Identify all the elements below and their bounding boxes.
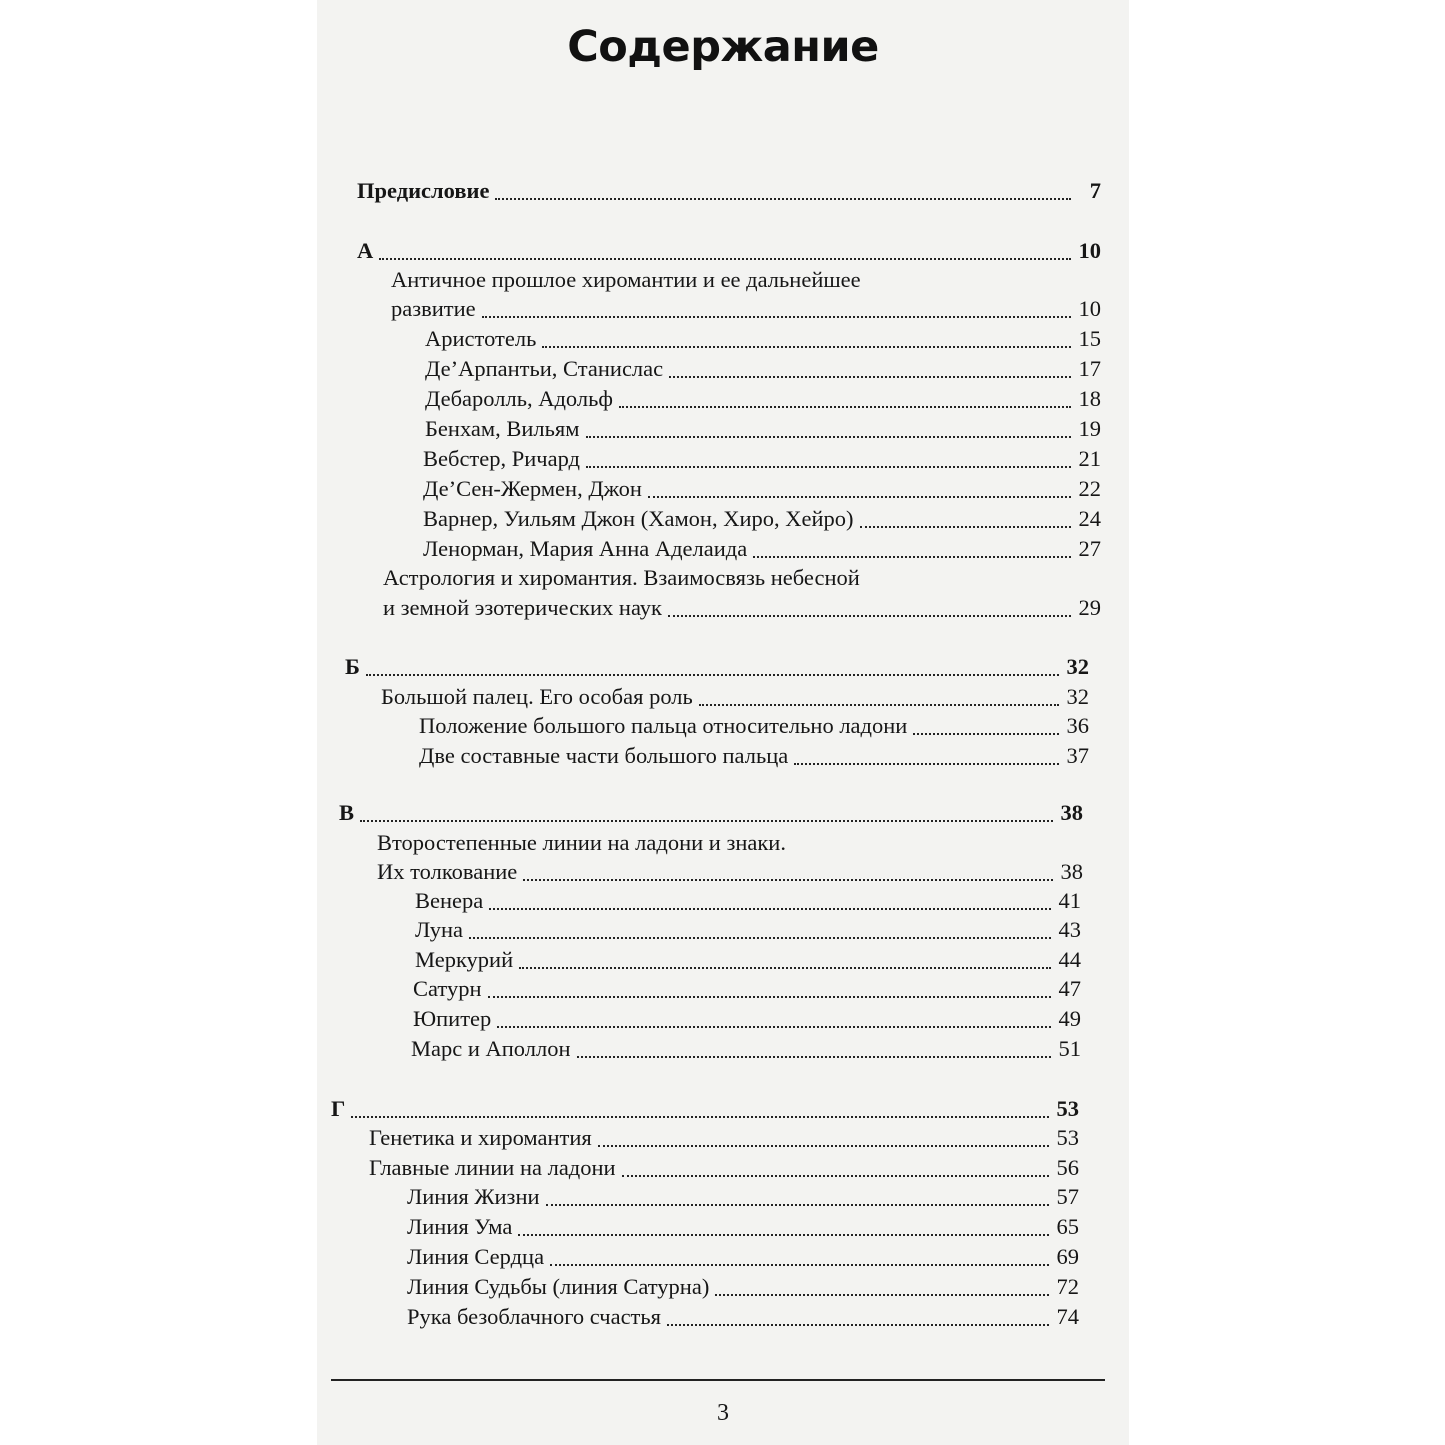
section-letter: Б: [345, 654, 360, 679]
toc-entry-label: Дебаролль, Адольф: [425, 386, 613, 411]
toc-entry-label: Ленорман, Мария Анна Аделаида: [423, 536, 748, 561]
toc-entry-venus[interactable]: [415, 886, 1081, 916]
toc-page-number: 56: [1056, 1155, 1079, 1180]
toc-entry-label: Венера: [415, 888, 484, 913]
toc-entry-happy-hand[interactable]: [407, 1302, 1079, 1332]
toc-page-number: 53: [1056, 1125, 1079, 1150]
toc-page-number: 18: [1078, 386, 1101, 411]
leader-dots: [469, 937, 1051, 939]
toc-section-b[interactable]: [345, 652, 1089, 682]
toc-entry-label: развитие: [391, 296, 476, 321]
toc-page-number: 36: [1066, 713, 1089, 738]
toc-page-number: 57: [1056, 1184, 1079, 1209]
toc-entry-genetics[interactable]: [369, 1123, 1079, 1153]
toc-page-number: 7: [1089, 178, 1101, 203]
toc-entry-label: Сатурн: [413, 976, 482, 1001]
section-letter: А: [357, 238, 374, 263]
leader-dots: [518, 1234, 1049, 1236]
toc-entry-thumb-parts[interactable]: [419, 741, 1089, 771]
leader-dots: [489, 908, 1051, 910]
toc-entry-head-line[interactable]: [407, 1212, 1079, 1242]
toc-entry-label: Большой палец. Его особая роль: [381, 684, 693, 709]
toc-entry-heart-line[interactable]: [407, 1242, 1079, 1272]
leader-dots: [699, 704, 1059, 706]
toc-entry-label: Предисловие: [357, 178, 490, 203]
toc-entry-life-line[interactable]: [407, 1182, 1079, 1212]
toc-entry-warner[interactable]: [423, 504, 1101, 534]
toc-page-number: 15: [1078, 326, 1101, 351]
leader-dots: [550, 1264, 1049, 1266]
toc-page-number: 69: [1056, 1244, 1079, 1269]
toc-entry-label: и земной эзотерических наук: [383, 595, 662, 620]
toc-entry-astrology[interactable]: [383, 593, 1101, 623]
leader-dots: [753, 556, 1071, 558]
leader-dots: [577, 1056, 1051, 1058]
page-number: 3: [717, 1400, 729, 1426]
page-title: Содержание: [567, 22, 879, 72]
leader-dots: [351, 1116, 1049, 1118]
toc-page-number: 37: [1066, 743, 1089, 768]
toc-entry-moon[interactable]: [415, 915, 1081, 945]
toc-entry-label: Линия Жизни: [407, 1184, 540, 1209]
leader-dots: [523, 879, 1053, 881]
leader-dots: [669, 376, 1071, 378]
toc-entry-secondary[interactable]: [377, 857, 1083, 887]
toc-entry-jupiter[interactable]: [413, 1004, 1081, 1034]
toc-entry-label: Варнер, Уильям Джон (Хамон, Хиро, Хейро): [423, 506, 854, 531]
leader-dots: [488, 996, 1052, 998]
leader-dots: [586, 466, 1071, 468]
toc-entry-thumb[interactable]: [381, 682, 1089, 712]
toc-entry-label: Главные линии на ладони: [369, 1155, 616, 1180]
toc-entry-label: Аристотель: [425, 326, 537, 351]
toc-entry-mars-apollo[interactable]: [411, 1034, 1081, 1064]
toc-section-a[interactable]: [357, 236, 1101, 266]
leader-dots: [495, 198, 1071, 200]
toc-entry-label: Линия Ума: [407, 1214, 513, 1239]
leader-dots: [648, 496, 1071, 498]
toc-entry-main-lines[interactable]: [369, 1153, 1079, 1183]
leader-dots: [586, 436, 1071, 438]
toc-entry-label: Линия Сердца: [407, 1244, 545, 1269]
toc-entry-fate-line[interactable]: [407, 1272, 1079, 1302]
toc-entry-benham[interactable]: [425, 414, 1101, 444]
leader-dots: [519, 967, 1051, 969]
toc-entry-mercury[interactable]: [415, 945, 1081, 975]
section-letter: В: [339, 800, 355, 825]
leader-dots: [794, 763, 1059, 765]
toc-section-g[interactable]: [331, 1094, 1079, 1124]
toc-page-number: 10: [1078, 238, 1101, 263]
toc-entry-saint-germain[interactable]: [423, 474, 1101, 504]
toc-entry-webster[interactable]: [423, 444, 1101, 474]
toc-page-number: 21: [1078, 446, 1101, 471]
toc-entry-astro-line1[interactable]: Астрология и хиромантия. Взаимосвязь небесной: [383, 565, 860, 590]
toc-entry-saturn[interactable]: [413, 974, 1081, 1004]
leader-dots: [542, 346, 1071, 348]
toc-entry-label: Марс и Аполлон: [411, 1036, 571, 1061]
book-page: [317, 0, 1129, 1445]
leader-dots: [379, 258, 1071, 260]
toc-page-number: 49: [1058, 1006, 1081, 1031]
leader-dots: [366, 674, 1059, 676]
toc-page-number: 32: [1066, 654, 1089, 679]
toc-entry-label: Меркурий: [415, 947, 514, 972]
toc-entry-thumb-position[interactable]: [419, 711, 1089, 741]
leader-dots: [598, 1145, 1049, 1147]
toc-page-number: 10: [1078, 296, 1101, 321]
toc-page-number: 19: [1078, 416, 1101, 441]
toc-page-number: 47: [1058, 976, 1081, 1001]
toc-entry-lenormand[interactable]: [423, 534, 1101, 564]
leader-dots: [668, 615, 1071, 617]
toc-page-number: 38: [1060, 859, 1083, 884]
leader-dots: [622, 1175, 1049, 1177]
toc-entry-label: Линия Судьбы (линия Сатурна): [407, 1274, 710, 1299]
toc-page-number: 53: [1056, 1096, 1079, 1121]
leader-dots: [482, 316, 1071, 318]
toc-page-number: 24: [1078, 506, 1101, 531]
toc-entry-aristotle[interactable]: [425, 324, 1101, 354]
toc-entry-antique[interactable]: [391, 294, 1101, 324]
leader-dots: [913, 733, 1059, 735]
toc-page-number: 44: [1058, 947, 1081, 972]
toc-entry-label: Две составные части большого пальца: [419, 743, 789, 768]
toc-entry-label: Положение большого пальца относительно ладони: [419, 713, 908, 738]
footer-rule: [331, 1379, 1105, 1381]
toc-entry-label: Вебстер, Ричард: [423, 446, 581, 471]
toc-page-number: 41: [1058, 888, 1081, 913]
leader-dots: [497, 1026, 1051, 1028]
toc-entry-debarolle[interactable]: [425, 384, 1101, 414]
toc-page-number: 29: [1078, 595, 1101, 620]
toc-page-number: 43: [1058, 917, 1081, 942]
leader-dots: [667, 1324, 1049, 1326]
toc-page-number: 65: [1056, 1214, 1079, 1239]
toc-entry-preface[interactable]: [357, 176, 1101, 206]
section-letter: Г: [331, 1096, 346, 1121]
leader-dots: [546, 1204, 1049, 1206]
toc-entry-arpantie[interactable]: [425, 354, 1101, 384]
leader-dots: [860, 526, 1071, 528]
toc-entry-secondary-line1[interactable]: Второстепенные линии на ладони и знаки.: [377, 830, 786, 855]
toc-entry-label: Бенхам, Вильям: [425, 416, 580, 441]
leader-dots: [715, 1294, 1049, 1296]
toc-entry-label: Юпитер: [413, 1006, 492, 1031]
toc-page-number: 27: [1078, 536, 1101, 561]
toc-entry-label: Рука безоблачного счастья: [407, 1304, 662, 1329]
toc-page-number: 22: [1078, 476, 1101, 501]
toc-entry-label: Де’Сен-Жермен, Джон: [423, 476, 642, 501]
toc-entry-label: Генетика и хиромантия: [369, 1125, 592, 1150]
leader-dots: [619, 406, 1071, 408]
toc-page-number: 17: [1078, 356, 1101, 381]
toc-entry-antique-line1[interactable]: Античное прошлое хиромантии и ее дальнейшее: [391, 267, 861, 292]
toc-entry-label: Их толкование: [377, 859, 518, 884]
leader-dots: [360, 820, 1053, 822]
table-of-contents: [317, 0, 1129, 1445]
toc-page-number: 74: [1056, 1304, 1079, 1329]
toc-page-number: 72: [1056, 1274, 1079, 1299]
toc-page-number: 32: [1066, 684, 1089, 709]
toc-page-number: 51: [1058, 1036, 1081, 1061]
toc-section-v[interactable]: [339, 798, 1083, 828]
toc-page-number: 38: [1060, 800, 1083, 825]
toc-entry-label: Де’Арпантьи, Станислас: [425, 356, 664, 381]
toc-entry-label: Луна: [415, 917, 463, 942]
